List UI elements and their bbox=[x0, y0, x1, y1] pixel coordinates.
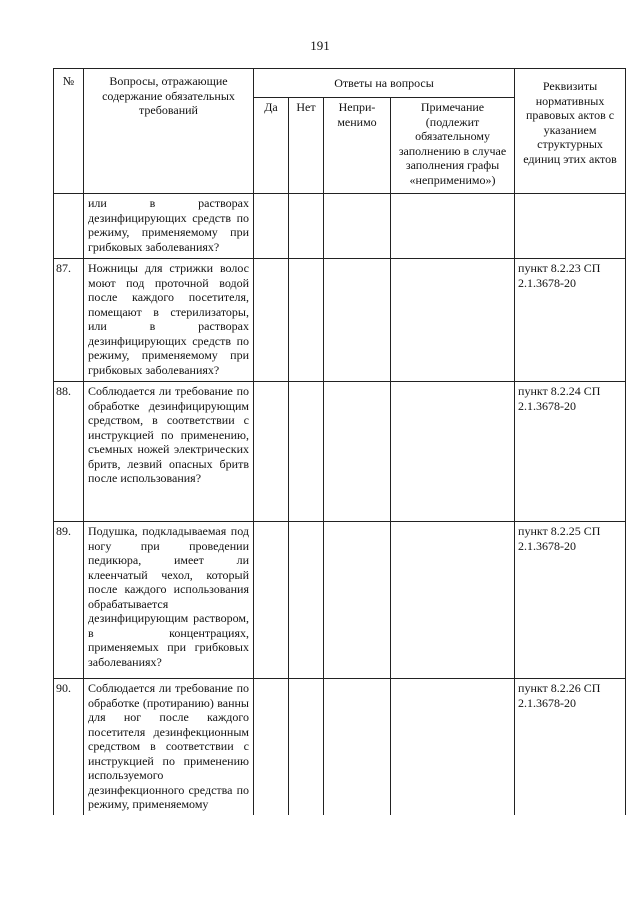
table-row bbox=[54, 382, 626, 522]
row-number bbox=[54, 194, 84, 259]
header-row bbox=[54, 69, 626, 98]
table-row bbox=[54, 259, 626, 382]
answer-not-applicable-cell bbox=[324, 522, 391, 679]
answer-yes-cell bbox=[254, 259, 289, 382]
header-no-answer: Нет bbox=[289, 98, 324, 194]
header-answers: Ответы на вопросы bbox=[254, 69, 515, 98]
header-number: № bbox=[54, 69, 84, 194]
answer-yes-cell bbox=[254, 382, 289, 522]
header-yes: Да bbox=[254, 98, 289, 194]
answer-not-applicable-cell bbox=[324, 382, 391, 522]
answer-no-cell bbox=[289, 522, 324, 679]
answer-not-applicable-cell bbox=[324, 259, 391, 382]
answer-no-cell bbox=[289, 382, 324, 522]
note-cell bbox=[391, 382, 515, 522]
header-not-applicable: Непри-менимо bbox=[324, 98, 391, 194]
row-number: 90. bbox=[54, 679, 84, 816]
answer-yes-cell bbox=[254, 679, 289, 816]
answer-yes-cell bbox=[254, 522, 289, 679]
answer-not-applicable-cell bbox=[324, 194, 391, 259]
row-question: Соблюдается ли требование по обработке дезинфицирующим средством, в соответствии с инструкцией по применению, съемных ножей электрических бритв, лезвий опасных бритв после использования? bbox=[84, 382, 254, 522]
table-row bbox=[54, 194, 626, 259]
row-question: или в растворах дезинфицирующих средств по режиму, применяемому при грибковых заболеваниях? bbox=[84, 194, 254, 259]
row-question: Соблюдается ли требование по обработке (протиранию) ванны для ног после каждого посетителя дезинфекционным средством в соответствии с инструкцией по применению используемого дезинфекционного средства по режиму, применяемому bbox=[84, 679, 254, 816]
header-questions: Вопросы, отражающие содержание обязательных требований bbox=[84, 69, 254, 194]
row-reference bbox=[515, 194, 626, 259]
row-reference: пункт 8.2.26 СП 2.1.3678-20 bbox=[515, 679, 626, 816]
row-reference: пункт 8.2.25 СП 2.1.3678-20 bbox=[515, 522, 626, 679]
answer-no-cell bbox=[289, 679, 324, 816]
row-number: 88. bbox=[54, 382, 84, 522]
table-row bbox=[54, 679, 626, 816]
answer-yes-cell bbox=[254, 194, 289, 259]
row-number: 89. bbox=[54, 522, 84, 679]
note-cell bbox=[391, 259, 515, 382]
answer-not-applicable-cell bbox=[324, 679, 391, 816]
answer-no-cell bbox=[289, 259, 324, 382]
row-number: 87. bbox=[54, 259, 84, 382]
row-reference: пункт 8.2.23 СП 2.1.3678-20 bbox=[515, 259, 626, 382]
row-reference: пункт 8.2.24 СП 2.1.3678-20 bbox=[515, 382, 626, 522]
checklist-table bbox=[53, 68, 626, 815]
answer-no-cell bbox=[289, 194, 324, 259]
page-number: 191 bbox=[310, 38, 330, 53]
note-cell bbox=[391, 522, 515, 679]
row-question: Подушка, подкладываемая под ногу при проведении педикюра, имеет ли клеенчатый чехол, который после каждого использования обрабатывается дезинфицирующим раствором, в концентрациях, применяемых при грибковых заболеваниях? bbox=[84, 522, 254, 679]
note-cell bbox=[391, 194, 515, 259]
note-cell bbox=[391, 679, 515, 816]
table-row bbox=[54, 522, 626, 679]
header-note: Примечание (подлежит обязательному заполнению в случае заполнения графы «неприменимо») bbox=[391, 98, 515, 194]
header-requisites: Реквизиты нормативных правовых актов с указанием структурных единиц этих актов bbox=[515, 69, 626, 194]
row-question: Ножницы для стрижки волос моют под проточной водой после каждого посетителя, помещают в стерилизаторы, или в растворах дезинфицирующих средств по режиму, применяемому при грибковых заболеваниях? bbox=[84, 259, 254, 382]
